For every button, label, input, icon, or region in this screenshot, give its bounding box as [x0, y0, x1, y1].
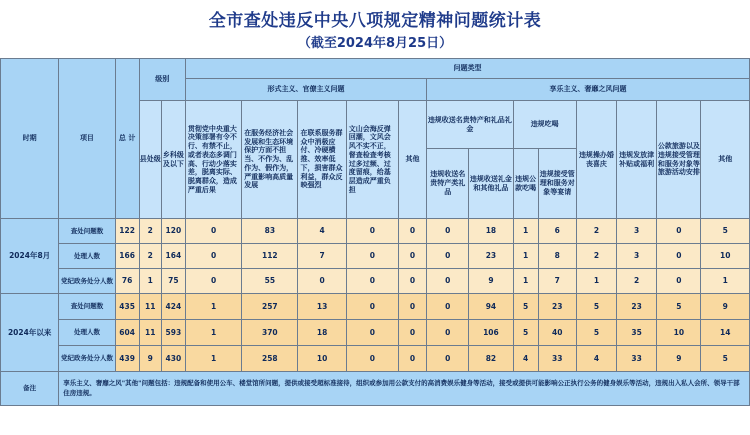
cell: 5 — [576, 320, 616, 346]
cell: 1 — [513, 219, 538, 244]
cell: 0 — [398, 244, 426, 269]
cell: 6 — [538, 219, 576, 244]
cell: 18 — [298, 320, 346, 346]
header-level: 级别 — [139, 59, 185, 101]
header-formalism-4-text: 文山会海反弹回潮，文风会风不实不正，督查检查考核过多过频、过度留痕，给基层造成严重负担 — [348, 124, 391, 194]
cell: 0 — [185, 244, 241, 269]
cell: 4 — [298, 219, 346, 244]
cell: 112 — [242, 244, 298, 269]
table-row — [1, 244, 750, 269]
cell: 23 — [469, 244, 513, 269]
cell: 0 — [346, 346, 398, 372]
table-row — [1, 346, 750, 372]
cell: 258 — [242, 346, 298, 372]
cell: 0 — [398, 346, 426, 372]
header-dining-banquet: 违规接受管理和服务对象等宴请 — [538, 149, 576, 219]
cell: 2 — [617, 269, 657, 294]
header-township-below: 乡科级及以下 — [161, 101, 185, 219]
cell: 10 — [657, 320, 701, 346]
cell: 0 — [346, 269, 398, 294]
header-period: 时期 — [1, 59, 59, 219]
header-formalism-3 — [298, 101, 346, 219]
cell: 1 — [185, 346, 241, 372]
cell: 1 — [513, 244, 538, 269]
header-weddings-funerals: 违规操办婚丧喜庆 — [576, 101, 616, 219]
cell: 0 — [398, 294, 426, 320]
cell: 1 — [185, 294, 241, 320]
cell: 164 — [161, 244, 185, 269]
cell: 120 — [161, 219, 185, 244]
cell: 33 — [538, 346, 576, 372]
cell: 7 — [298, 244, 346, 269]
note-row — [1, 372, 750, 406]
cell: 5 — [657, 294, 701, 320]
cell: 83 — [242, 219, 298, 244]
cell: 0 — [346, 294, 398, 320]
header-formalism-2-text: 在服务经济社会发展和生态环境保护方面不担当、不作为、乱作为、假作为，严重影响高质量发展 — [244, 128, 294, 190]
cell: 23 — [617, 294, 657, 320]
cell: 2 — [139, 244, 161, 269]
cell: 33 — [617, 346, 657, 372]
cell: 9 — [701, 294, 750, 320]
header-dining-public: 违规公款吃喝 — [513, 149, 538, 219]
cell: 122 — [115, 219, 139, 244]
period-label: 2024年以来 — [1, 294, 59, 372]
cell: 435 — [115, 294, 139, 320]
cell: 1 — [185, 320, 241, 346]
header-formalism-2 — [242, 101, 298, 219]
row-item-label: 查处问题数 — [59, 219, 115, 244]
row-item-label: 查处问题数 — [59, 294, 115, 320]
cell: 0 — [427, 219, 469, 244]
cell: 604 — [115, 320, 139, 346]
cell: 10 — [701, 244, 750, 269]
header-formalism-3-text: 在联系服务群众中消极应付、冷硬横推、效率低下，损害群众利益，群众反映强烈 — [300, 128, 343, 190]
cell: 0 — [346, 244, 398, 269]
cell: 1 — [513, 269, 538, 294]
cell: 23 — [538, 294, 576, 320]
cell: 2 — [576, 219, 616, 244]
cell: 106 — [469, 320, 513, 346]
cell: 0 — [185, 269, 241, 294]
cell: 9 — [469, 269, 513, 294]
cell: 430 — [161, 346, 185, 372]
cell: 4 — [576, 346, 616, 372]
cell: 0 — [427, 244, 469, 269]
table-row — [1, 219, 750, 244]
cell: 5 — [513, 320, 538, 346]
header-subsidies: 违规发放津补贴或福利 — [617, 101, 657, 219]
header-travel: 公款旅游以及违规接受管理和服务对象等旅游活动安排 — [657, 101, 701, 219]
cell: 593 — [161, 320, 185, 346]
cell: 0 — [398, 269, 426, 294]
period-label: 2024年8月 — [1, 219, 59, 294]
cell: 13 — [298, 294, 346, 320]
header-gifts: 违规收送名贵特产和礼品礼金 — [427, 101, 513, 149]
header-formalism-1 — [185, 101, 241, 219]
cell: 11 — [139, 320, 161, 346]
cell: 0 — [657, 219, 701, 244]
header-gifts-specialty: 违规收送名贵特产类礼品 — [427, 149, 469, 219]
cell: 7 — [538, 269, 576, 294]
cell: 2 — [139, 219, 161, 244]
cell: 0 — [398, 219, 426, 244]
cell: 0 — [427, 320, 469, 346]
cell: 424 — [161, 294, 185, 320]
header-total: 总 计 — [115, 59, 139, 219]
cell: 0 — [185, 219, 241, 244]
cell: 75 — [161, 269, 185, 294]
cell: 1 — [701, 269, 750, 294]
header-formalism-1-text: 贯彻党中央重大决策部署有令不行、有禁不止，或者表态多调门高、行动少落实差，脱离实际、脱离群众，造成严重后果 — [187, 124, 237, 194]
table-row — [1, 320, 750, 346]
cell: 5 — [701, 219, 750, 244]
note-label: 备注 — [1, 372, 59, 406]
page-subtitle: （截至2024年8月25日） — [297, 36, 453, 51]
cell: 439 — [115, 346, 139, 372]
table-row — [1, 294, 750, 320]
header-formalism-other: 其他 — [398, 101, 426, 219]
cell: 0 — [657, 244, 701, 269]
cell: 8 — [538, 244, 576, 269]
cell: 2 — [576, 244, 616, 269]
cell: 9 — [139, 346, 161, 372]
cell: 9 — [657, 346, 701, 372]
cell: 3 — [617, 219, 657, 244]
cell: 18 — [469, 219, 513, 244]
cell: 10 — [298, 346, 346, 372]
header-problem-type: 问题类型 — [185, 59, 749, 79]
cell: 94 — [469, 294, 513, 320]
cell: 0 — [657, 269, 701, 294]
header-hedonism: 享乐主义、奢靡之风问题 — [427, 79, 750, 101]
cell: 1 — [576, 269, 616, 294]
row-item-label: 党纪政务处分人数 — [59, 346, 115, 372]
cell: 1 — [139, 269, 161, 294]
cell: 3 — [617, 244, 657, 269]
cell: 0 — [346, 320, 398, 346]
cell: 0 — [427, 269, 469, 294]
header-dining: 违规吃喝 — [513, 101, 576, 149]
row-item-label: 党纪政务处分人数 — [59, 269, 115, 294]
cell: 0 — [427, 294, 469, 320]
header-formalism-4 — [346, 101, 398, 219]
cell: 11 — [139, 294, 161, 320]
cell: 35 — [617, 320, 657, 346]
cell: 257 — [242, 294, 298, 320]
cell: 76 — [115, 269, 139, 294]
cell: 55 — [242, 269, 298, 294]
cell: 0 — [427, 346, 469, 372]
row-item-label: 处理人数 — [59, 244, 115, 269]
header-formalism: 形式主义、官僚主义问题 — [185, 79, 426, 101]
cell: 5 — [701, 346, 750, 372]
header-item: 项目 — [59, 59, 115, 219]
cell: 5 — [513, 294, 538, 320]
cell: 0 — [346, 219, 398, 244]
cell: 82 — [469, 346, 513, 372]
cell: 166 — [115, 244, 139, 269]
cell: 4 — [513, 346, 538, 372]
header-hedonism-other: 其他 — [701, 101, 750, 219]
header-county-above: 县处级 — [139, 101, 161, 219]
page-title: 全市查处违反中央八项规定精神问题统计表 — [208, 11, 542, 31]
statistics-table — [0, 58, 750, 406]
cell: 40 — [538, 320, 576, 346]
cell: 0 — [398, 320, 426, 346]
cell: 14 — [701, 320, 750, 346]
cell: 5 — [576, 294, 616, 320]
cell: 0 — [298, 269, 346, 294]
header-gifts-cash: 违规收送礼金和其他礼品 — [469, 149, 513, 219]
row-item-label: 处理人数 — [59, 320, 115, 346]
table-row — [1, 269, 750, 294]
note-text: 享乐主义、奢靡之风"其他"问题包括：违规配备和使用公车、楼堂馆所问题，提供或接受超标准接待，组织或参加用公款支付的高消费娱乐健身等活动，接受或提供可能影响公正执行公务的健身娱乐等活动，违规出入私人会所、领导干部住房违规。 — [59, 372, 750, 406]
cell: 370 — [242, 320, 298, 346]
